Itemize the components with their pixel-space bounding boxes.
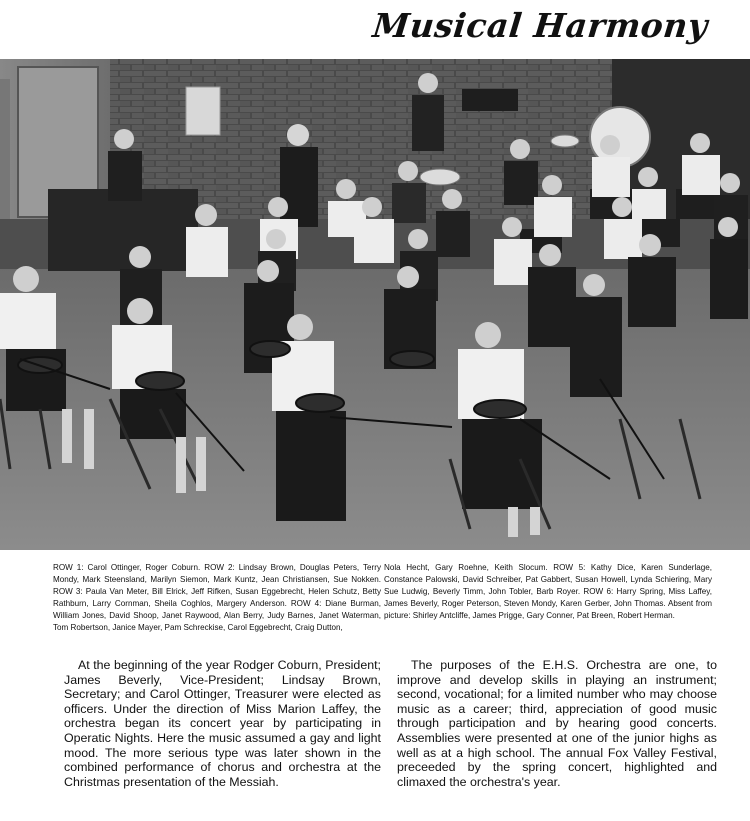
- wall-fixture: [186, 87, 220, 135]
- snare-drum: [420, 169, 460, 185]
- body-text-right: The purposes of the E.H.S. Orchestra are one, to improve and develop skills in playing an instrument; second, vocational; for a limited number who may choose music as a career; third, appreciation of good music through participation and by hearing good concerts. Assemblies were presented at one of the junior highs as well as at a high school. The annual Fox Valley Festival, preceeded by the spring concert, highlighted and climaxed the orchestra's year.: [397, 658, 717, 789]
- caption-left: ROW 1: Carol Ottinger, Roger Coburn. ROW 2: Lindsay Brown, Douglas Peters, Terry Mondy, Mark Steensland, Marilyn Siemon, Mark Kuntz, Jean Christiansen, Sue Nokken. ROW 3: Paula Van Meter, Bill Elrick, Jeff Rifken, Susan Eggebrecht, Helen Schutz, Betty Rathburn, Larry Cornman, Sheila Coghlos, Margery Anderson. ROW 4: Diane Burman, William Jones, David Shoop, Janet Raywood, Alan Berry, Judy Barnes, Janet Waterman, Tom Robertson, Janice Mayer, Pam Schreckise, Carol Eggebrecht, Craig Dutton,: [53, 563, 381, 633]
- body-text-left: At the beginning of the year Rodger Coburn, President; James Beverly, Vice-President; Lindsay Brown, Secretary; and Carol Ottinger, Treasurer were elected as officers. Under the direction of Miss Marion Laffey, the orchestra began its concert year by participating in Operatic Nights. Here the music assumed a gay and light mood. The more serious type was later shown in the combined performance of chorus and orchestra at the Christmas presentation of the Messiah.: [64, 658, 381, 789]
- page-title: Musical Harmony: [371, 6, 711, 45]
- orchestra-photo: [0, 59, 750, 550]
- orchestra-photo-illustration: [0, 59, 750, 550]
- piano: [48, 189, 198, 271]
- caption-right: Nola Hecht, Gary Roehne, Keith Slocum. ROW 5: Kathy Dice, Karen Sunderlage, Constance Palowski, David Schreiber, Pat Gabbert, Susan Howell, Lynda Schiering, Mary Sue Ludwig, Beverly Timm, John Tobler, Barb Royer. ROW 6: Harry Spring, Miss Laffey, James Beverly, Roger Peterson, Steven Mondy, Karen Gerber, John Thomas. Absent from picture: Shirley Antcliffe, James Prigge, Gary Conner, Pat Breen, Robert Herman.: [384, 563, 712, 621]
